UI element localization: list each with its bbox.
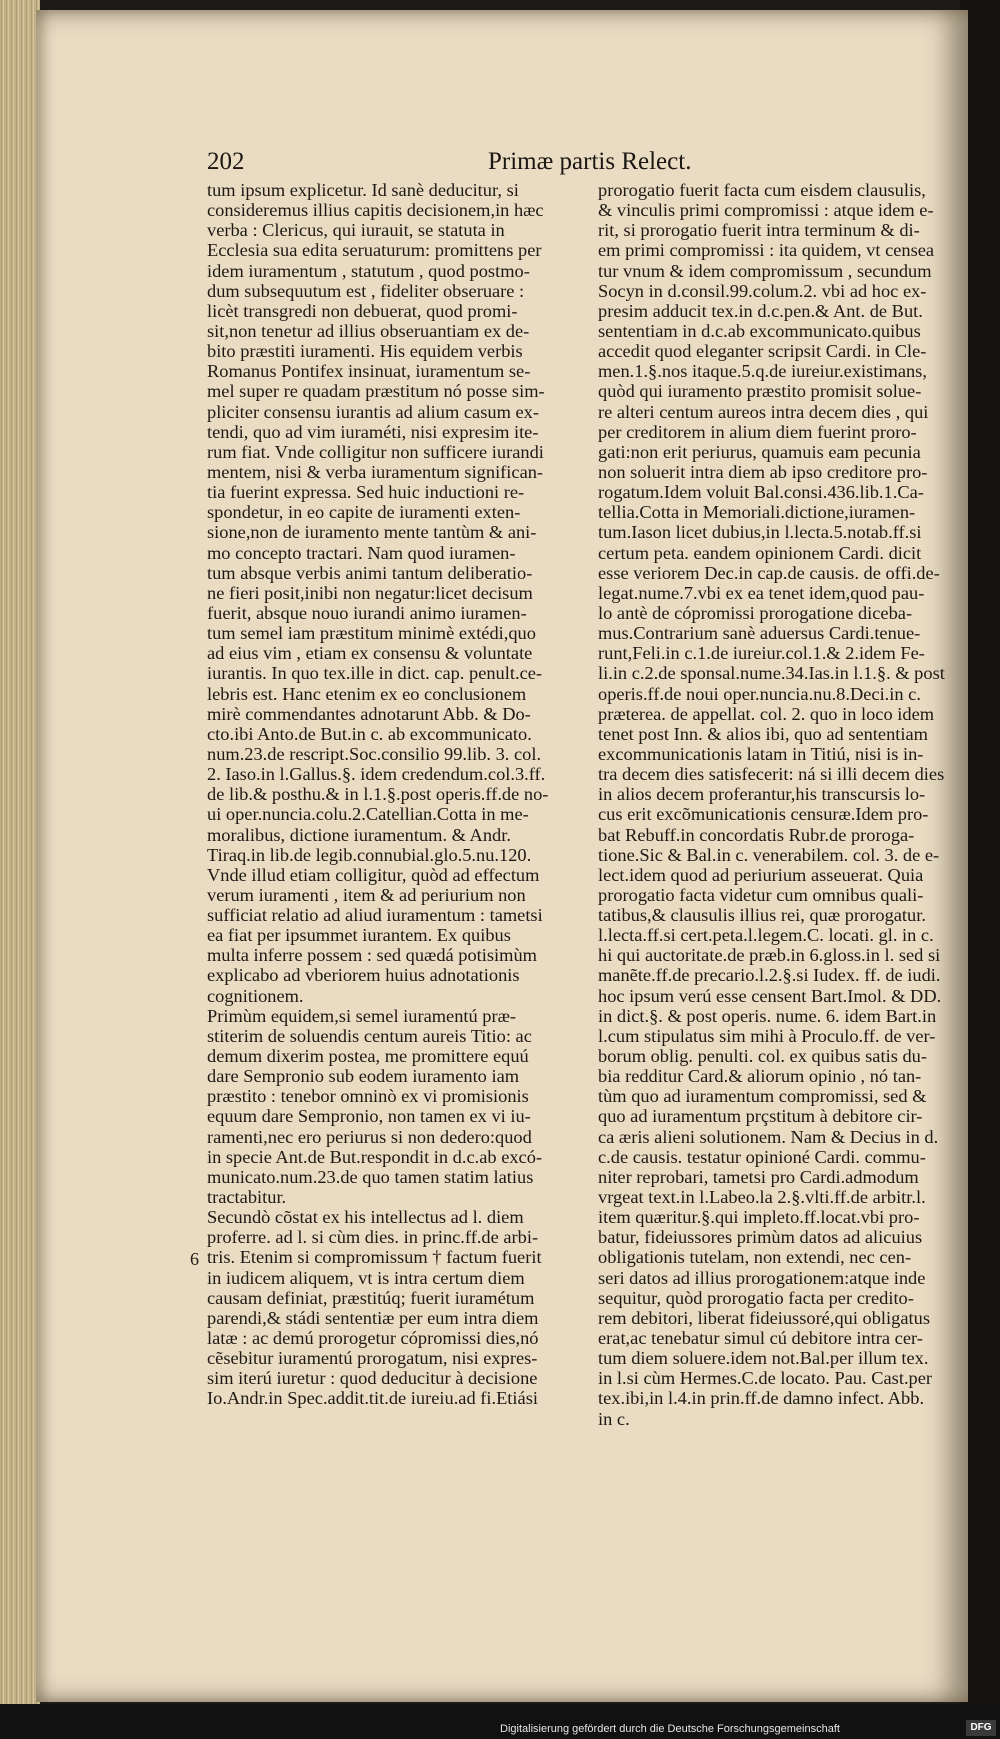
- text-line: bito præstiti iuramenti. His equidem verbis: [207, 341, 523, 362]
- text-line: sim iterú iuretur : quod deducitur à decisione: [207, 1368, 538, 1389]
- text-line: ca æris alieni solutionem. Nam & Decius in d.: [598, 1126, 939, 1147]
- text-line: licèt transgredi non debuerat, quod promi-: [207, 300, 518, 321]
- text-line: consideremus illius capitis decisionem,in hæc: [207, 200, 544, 221]
- text-line: rit, si prorogatio fuerit intra terminum & di-: [598, 220, 920, 241]
- text-line: certum peta. eandem opinionem Cardi. dicit: [598, 542, 922, 563]
- text-line: tendi, quo ad vim iuraméti, nisi expresim ite-: [207, 421, 539, 442]
- text-line: præstito : tenebor omninò ex vi promisionis: [207, 1086, 529, 1107]
- text-line: tur vnum & idem compromissum , secundum: [598, 260, 932, 281]
- text-line: tia fuerint expressa. Sed huic inductioni re-: [207, 482, 525, 503]
- text-line: em primi compromissi : ita quidem, vt censea: [598, 240, 935, 261]
- text-line: tione.Sic & Bal.in c. venerabilem. col. 3. de e-: [598, 844, 940, 865]
- text-line: per creditorem in alium diem fuerint proro-: [598, 421, 917, 442]
- text-line: rogatum.Idem voluit Bal.consi.436.lib.1.Ca-: [598, 482, 924, 503]
- text-line: tum diem soluere.idem not.Bal.per illum tex.: [598, 1348, 929, 1369]
- text-line: quo ad iuramentum prçstitum à debitore cir-: [598, 1106, 923, 1127]
- text-line: Primùm equidem,si semel iuramentú præ-: [207, 1005, 517, 1026]
- text-line: hoc ipsum verú esse censent Bart.Imol. & DD.: [598, 985, 942, 1006]
- text-line: Io.Andr.in Spec.addit.tit.de iureiu.ad fi.Etiási: [207, 1388, 538, 1409]
- text-line: mo concepto tractari. Nam quod iuramen-: [207, 542, 516, 563]
- text-line: sufficiat relatio ad aliud iuramentum : tametsi: [207, 905, 543, 926]
- text-line: parendi,& stádi sententiæ per eum intra diem: [207, 1307, 539, 1328]
- text-line: explicabo ad vberiorem huius adnotationis: [207, 965, 520, 986]
- text-line: hi qui auctoritate.de præb.in 6.gloss.in l. sed si: [598, 945, 941, 966]
- text-line: tum semel iam præstitum minimè extédi,quo: [207, 623, 536, 644]
- text-line: tractabitur.: [207, 1187, 287, 1208]
- text-line: Ecclesia sua edita seruaturum: promittens per: [207, 240, 542, 261]
- text-line: ne fieri posit,inibi non negatur:licet decisum: [207, 582, 533, 603]
- text-line: lebris est. Hanc etenim ex eo conclusionem: [207, 683, 527, 704]
- text-line: moralibus, dictione iuramentum. & Andr.: [207, 824, 511, 845]
- text-line: tris. Etenim si compromissum † factum fuerit: [207, 1247, 542, 1268]
- text-line: idem iuramentum , statutum , quod postmo-: [207, 260, 530, 281]
- text-line: rem debitori, liberat fideiussoré,qui obligatus: [598, 1307, 930, 1328]
- page-number: 202: [207, 148, 245, 175]
- text-line: lo antè de cópromissi prorogatione diceba-: [598, 602, 913, 623]
- text-line: sione,non de iuramento mente tantùm & ani-: [207, 522, 537, 543]
- text-line: tenet post Inn. & alios ibi, quo ad sententiam: [598, 723, 928, 744]
- text-line: de lib.& posthu.& in l.1.§.post operis.ff.de no-: [207, 784, 549, 805]
- text-line: mirè commendantes adnotarunt Abb. & Do-: [207, 703, 531, 724]
- text-line: Romanus Pontifex insinuat, iuramentum se-: [207, 361, 531, 382]
- text-line: re alteri centum aureos intra decem dies , qui: [598, 401, 929, 422]
- text-line: prorogatio fuerit facta cum eisdem clausulis,: [598, 180, 926, 200]
- text-line: mel super re quadam præstitum nó posse sim-: [207, 381, 545, 402]
- text-line: in alios decem proferantur,his transcursis lo-: [598, 784, 926, 805]
- text-line: latæ : ac demú prorogetur cópromissi dies,nó: [207, 1328, 539, 1349]
- left-text-column: [207, 180, 577, 1409]
- footer-text: Digitalisierung gefördert durch die Deutsche Forschungsgemeinschaft: [500, 1723, 840, 1735]
- text-line: mentem, nisi & verba iuramentum significan-: [207, 461, 544, 482]
- text-line: l.cum stipulatus sim mihi à Proculo.ff. de ver-: [598, 1025, 936, 1046]
- text-line: ramenti,nec ero periurus si non dedero:quod: [207, 1126, 532, 1147]
- text-line: niter reprobari, tametsi pro Cardi.admodum: [598, 1166, 919, 1187]
- right-text-column: [598, 180, 960, 1429]
- page-stack-edge: [0, 0, 40, 1739]
- text-line: dare Sempronio sub eodem iuramento iam: [207, 1066, 520, 1087]
- text-line: tum absque verbis animi tantum deliberatio-: [207, 562, 533, 583]
- text-line: prorogatio facta videtur cum omnibus quali-: [598, 884, 924, 905]
- text-line: item quæritur.§.qui impleto.ff.locat.vbi pro-: [598, 1207, 920, 1228]
- text-line: borum oblig. penulti. col. ex quibus satis du-: [598, 1046, 927, 1067]
- text-line: ea fiat per ipsummet iurantem. Ex quibus: [207, 925, 511, 946]
- text-line: tellia.Cotta in Memoriali.dictione,iuramen-: [598, 502, 916, 523]
- text-line: sequitur, quòd prorogatio facta per credito-: [598, 1287, 914, 1308]
- text-line: bia redditur Card.& aliorum opinio , nó tan-: [598, 1066, 922, 1087]
- text-line: lect.idem quod ad periurium asseuerat. Quia: [598, 864, 924, 885]
- running-title: Primæ partis Relect.: [488, 148, 692, 175]
- text-line: Tiraq.in lib.de legib.connubial.glo.5.nu.120.: [207, 844, 532, 865]
- text-line: mus.Contrarium sanè aduersus Cardi.tenue-: [598, 623, 921, 644]
- text-line: spondetur, in eo capite de iuramenti exten-: [207, 502, 521, 523]
- text-line: operis.ff.de noui oper.nuncia.nu.8.Deci.in c.: [598, 683, 921, 704]
- text-line: & vinculis primi compromissi : atque idem e-: [598, 200, 934, 221]
- text-line: dum subsequutum est , fideliter obseruare :: [207, 280, 525, 301]
- text-line: num.23.de rescript.Soc.consilio 99.lib. 3. col.: [207, 743, 542, 764]
- text-line: fuerit, absque nouo iurandi animo iuramen-: [207, 602, 527, 623]
- text-line: pliciter consensu iurantis ad alium casum ex-: [207, 401, 539, 422]
- text-line: verum iuramenti , item & ad periurium non: [207, 884, 526, 905]
- text-line: seri datos ad illius prorogationem:atque inde: [598, 1267, 926, 1288]
- text-line: rum fiat. Vnde colligitur non sufficere iurandi: [207, 441, 544, 462]
- text-line: stiterim de soluendis centum aureis Titio: ac: [207, 1025, 532, 1046]
- text-line: non soluerit intra diem ab ipso creditore pro-: [598, 461, 928, 482]
- text-line: runt,Feli.in c.1.de iureiur.col.1.& 2.idem Fe-: [598, 643, 925, 664]
- text-line: erat,ac tenebatur simul cú debitore intra cer-: [598, 1328, 923, 1349]
- text-line: manẽte.ff.de precario.l.2.§.si Iudex. ff. de iudi.: [598, 965, 941, 986]
- text-line: legat.nume.7.vbi ex ea tenet idem,quod pau-: [598, 582, 925, 603]
- text-line: Socyn in d.consil.99.colum.2. vbi ad hoc ex-: [598, 280, 927, 301]
- text-line: iurantis. In quo tex.ille in dict. cap. penult.ce-: [207, 663, 543, 684]
- text-line: ad eius vim , etiam ex consensu & voluntate: [207, 643, 533, 664]
- text-line: li.in c.2.de sponsal.nume.34.Ias.in l.1.§. & post: [598, 663, 945, 684]
- text-line: tum.Iason licet dubius,in l.lecta.5.notab.ff.si: [598, 522, 922, 543]
- text-line: ui oper.nuncia.colu.2.Catellian.Cotta in me-: [207, 804, 529, 825]
- text-line: causam definiat, præstitúq; fuerit iuramétum: [207, 1287, 535, 1308]
- text-line: esse veriorem Dec.in cap.de causis. de offi.de-: [598, 562, 940, 583]
- text-line: accedit quod eleganter scripsit Cardi. in Cle-: [598, 341, 927, 362]
- text-line: cus erit excõmunicationis censuræ.Idem pro-: [598, 804, 929, 825]
- text-line: in dict.§. & post operis. nume. 6. idem Bart.in: [598, 1005, 937, 1026]
- text-line: demum dixerim postea, me promittere equú: [207, 1046, 529, 1067]
- text-line: municato.num.23.de quo tamen statim latius: [207, 1166, 534, 1187]
- text-line: tum ipsum explicetur. Id sanè deducitur, si: [207, 180, 519, 200]
- text-line: Vnde illud etiam colligitur, quòd ad effectum: [207, 864, 540, 885]
- text-line: verba : Clericus, qui iurauit, se statuta in: [207, 220, 505, 241]
- text-line: in specie Ant.de But.respondit in d.c.ab excó-: [207, 1146, 543, 1167]
- text-line: proferre. ad l. si cùm dies. in princ.ff.de arbi-: [207, 1227, 539, 1248]
- text-line: Secundò cõstat ex his intellectus ad l. diem: [207, 1207, 524, 1228]
- text-line: sententiam in d.c.ab excommunicato.quibus: [598, 320, 921, 341]
- text-line: obligationis tutelam, non extendi, nec cen-: [598, 1247, 912, 1268]
- text-line: equum dare Sempronio, non tamen ex vi iu-: [207, 1106, 531, 1127]
- dfg-logo: DFG: [966, 1720, 996, 1736]
- text-line: sit,non tenetur ad illius obseruantiam ex de-: [207, 320, 530, 341]
- text-line: tatibus,& clausulis illius rei, quæ prorogatur.: [598, 905, 926, 926]
- text-line: men.1.§.nos itaque.5.q.de iureiur.existimans,: [598, 361, 927, 382]
- text-line: bat Rebuff.in concordatis Rubr.de proroga-: [598, 824, 915, 845]
- margin-note: 6: [190, 1249, 199, 1269]
- text-line: gati:non erit periurus, quamuis eam pecunia: [598, 441, 921, 462]
- text-line: tex.ibi,in l.4.in prin.ff.de damno infect. Abb.: [598, 1388, 925, 1409]
- text-line: in c.: [598, 1408, 630, 1429]
- text-line: multa inferre possem : sed quædá potisimùm: [207, 945, 537, 966]
- text-line: l.lecta.ff.si cert.peta.l.legem.C. locati. gl. in c.: [598, 925, 934, 946]
- text-line: cẽsebitur iuramentú prorogatum, nisi expres-: [207, 1348, 538, 1369]
- text-line: vrgeat text.in l.Labeo.la 2.§.vlti.ff.de arbitr.l.: [598, 1187, 926, 1208]
- text-line: tra decem dies satisfecerit: ná si illi decem dies: [598, 764, 945, 785]
- text-line: presim adducit tex.in d.c.pen.& Ant. de But.: [598, 300, 923, 321]
- text-line: cto.ibi Anto.de But.in c. ab excommunicato.: [207, 723, 532, 744]
- text-line: in iudicem aliquem, vt is intra certum diem: [207, 1267, 525, 1288]
- text-line: quòd qui iuramento præstito promisit solue-: [598, 381, 922, 402]
- text-line: cognitionem.: [207, 985, 304, 1006]
- text-line: excommunicationis latam in Titiú, nisi is in-: [598, 743, 924, 764]
- text-line: 2. Iaso.in l.Gallus.§. idem credendum.col.3.ff.: [207, 764, 546, 785]
- text-line: tùm quo ad iuramentum compromissi, sed &: [598, 1086, 927, 1107]
- text-line: batur, fideiussores primùm datos ad alicuius: [598, 1227, 923, 1248]
- text-line: c.de causis. testatur opinioné Cardi. commu-: [598, 1146, 926, 1167]
- text-line: præterea. de appellat. col. 2. quo in loco idem: [598, 703, 935, 724]
- text-line: in l.si cùm Hermes.C.de locato. Pau. Cast.per: [598, 1368, 933, 1389]
